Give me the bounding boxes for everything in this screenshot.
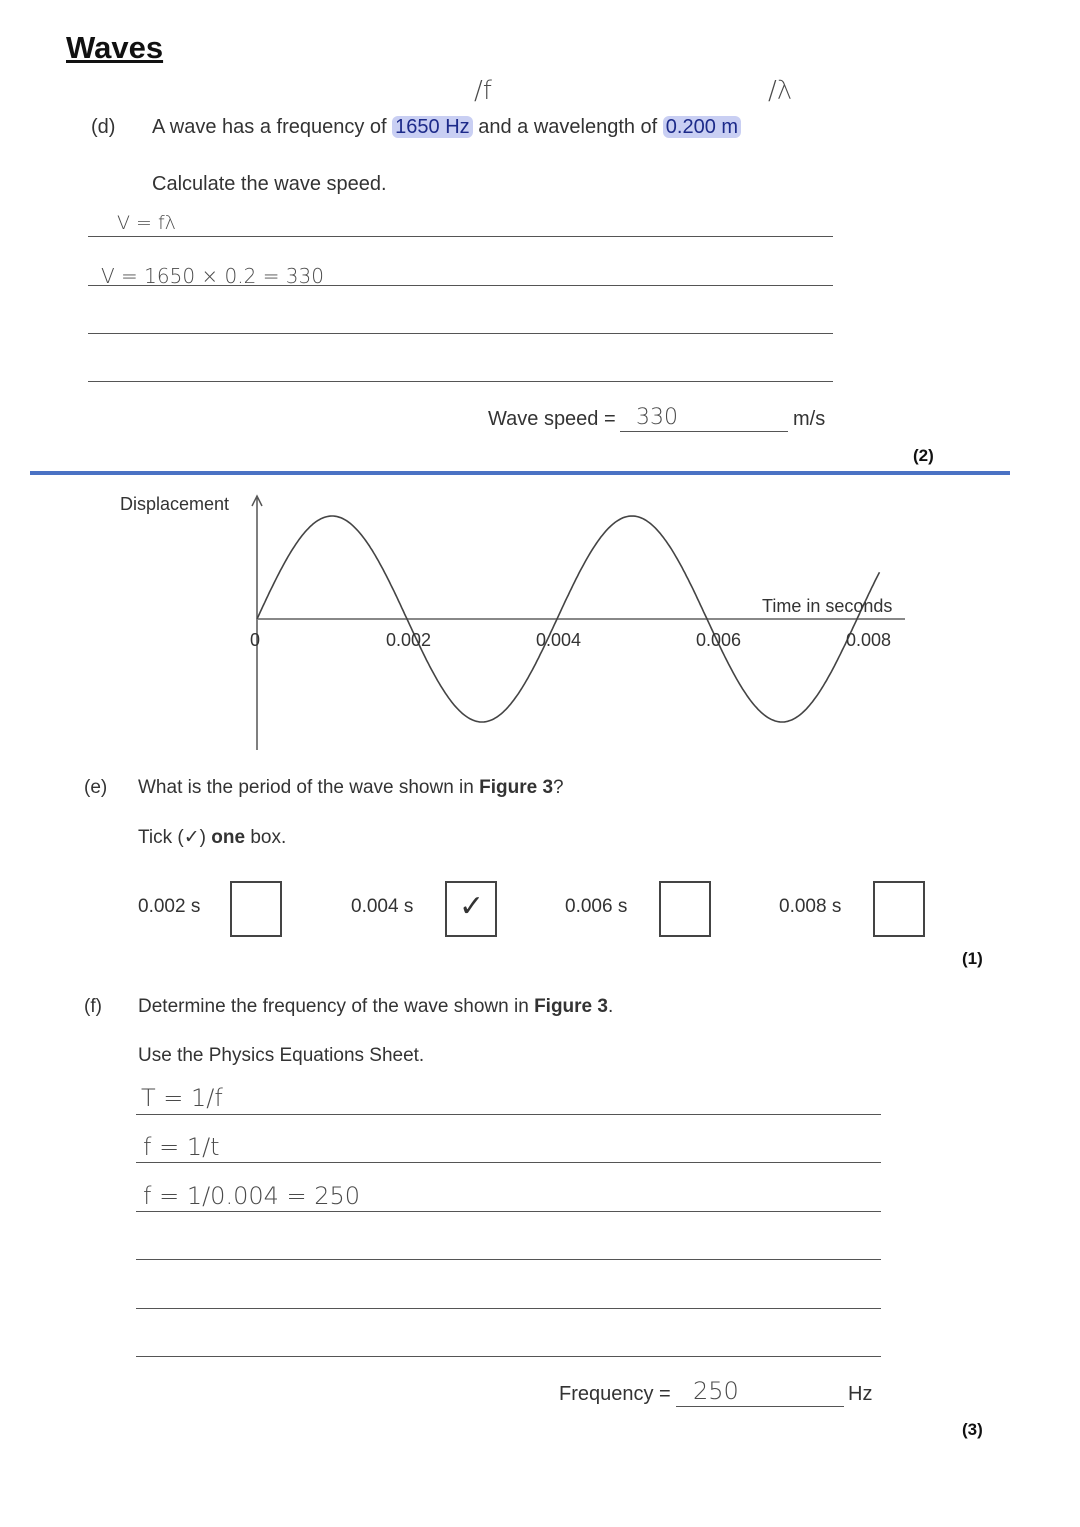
figure-ref: Figure 3 xyxy=(534,996,608,1017)
part-d-label: (d) xyxy=(91,116,116,138)
tick-label-0002: 0.002 xyxy=(386,630,432,650)
wave-speed-label: Wave speed = xyxy=(488,408,616,430)
instruction-bold: one xyxy=(211,827,246,848)
part-f-question xyxy=(138,996,613,1018)
answer-line xyxy=(136,1259,881,1260)
tick-label-0004: 0.004 xyxy=(536,630,582,650)
working-line-1: V = fλ xyxy=(117,212,176,234)
option-label-0008: 0.008 s xyxy=(779,896,842,917)
working-f-1: T = 1/f xyxy=(141,1084,223,1112)
part-e-label: (e) xyxy=(84,777,108,798)
instruction-end: box. xyxy=(245,827,287,848)
marks-f: (3) xyxy=(962,1420,983,1439)
answer-line xyxy=(136,1114,881,1115)
option-label-0002: 0.002 s xyxy=(138,896,201,917)
part-e-question-end: ? xyxy=(553,777,564,798)
tick-box-0004[interactable] xyxy=(445,881,497,937)
x-axis-label: Time in seconds xyxy=(762,596,893,616)
page-title: Waves xyxy=(66,30,164,65)
frequency-unit: Hz xyxy=(848,1383,873,1405)
working-line-2: V = 1650 × 0.2 = 330 xyxy=(101,264,324,288)
part-d-question-text-2: and a wavelength of xyxy=(472,116,663,138)
y-axis-label: Displacement xyxy=(120,494,230,514)
option-label-0006: 0.006 s xyxy=(565,896,628,917)
tick-label-0: 0 xyxy=(250,630,261,650)
part-e-question-text: What is the period of the wave shown in xyxy=(138,777,480,798)
instruction-text: Tick (✓) xyxy=(138,827,212,848)
frequency-highlight: 1650 Hz xyxy=(392,116,473,138)
tick-label-0008: 0.008 xyxy=(846,630,892,650)
part-e-question xyxy=(138,777,564,799)
part-f-question-text: Determine the frequency of the wave shown in xyxy=(138,996,535,1017)
tick-box-0002[interactable] xyxy=(230,881,282,937)
marks-e: (1) xyxy=(962,949,983,968)
annotation-f: /f xyxy=(474,76,492,106)
tick-box-0008[interactable] xyxy=(873,881,925,937)
answer-line xyxy=(136,1308,881,1309)
annotation-lambda: /λ xyxy=(768,76,793,106)
part-f-question-end: . xyxy=(607,996,614,1017)
part-f-label: (f) xyxy=(84,996,102,1017)
check-mark-icon: ✓ xyxy=(459,889,485,924)
answer-line xyxy=(136,1211,881,1212)
part-f-instruction: Use the Physics Equations Sheet. xyxy=(138,1045,425,1066)
part-d-question-text: A wave has a frequency of xyxy=(152,116,393,138)
part-d-instruction: Calculate the wave speed. xyxy=(152,173,387,195)
frequency-answer: 250 xyxy=(693,1377,739,1405)
wave-speed-unit: m/s xyxy=(793,408,826,430)
frequency-label: Frequency = xyxy=(559,1383,671,1405)
answer-line xyxy=(136,1356,881,1357)
wavelength-highlight: 0.200 m xyxy=(663,116,741,138)
working-f-2: f = 1/t xyxy=(143,1133,220,1161)
figure-ref: Figure 3 xyxy=(479,777,554,798)
wave-speed-answer: 330 xyxy=(636,405,678,430)
part-e-instruction xyxy=(138,826,286,849)
marks-d: (2) xyxy=(913,446,934,465)
tick-label-0006: 0.006 xyxy=(696,630,742,650)
tick-box-0006[interactable] xyxy=(659,881,711,937)
option-label-0004: 0.004 s xyxy=(351,896,414,917)
answer-line xyxy=(136,1162,881,1163)
working-f-3: f = 1/0.004 = 250 xyxy=(143,1182,361,1210)
answer-underline xyxy=(676,1406,844,1407)
